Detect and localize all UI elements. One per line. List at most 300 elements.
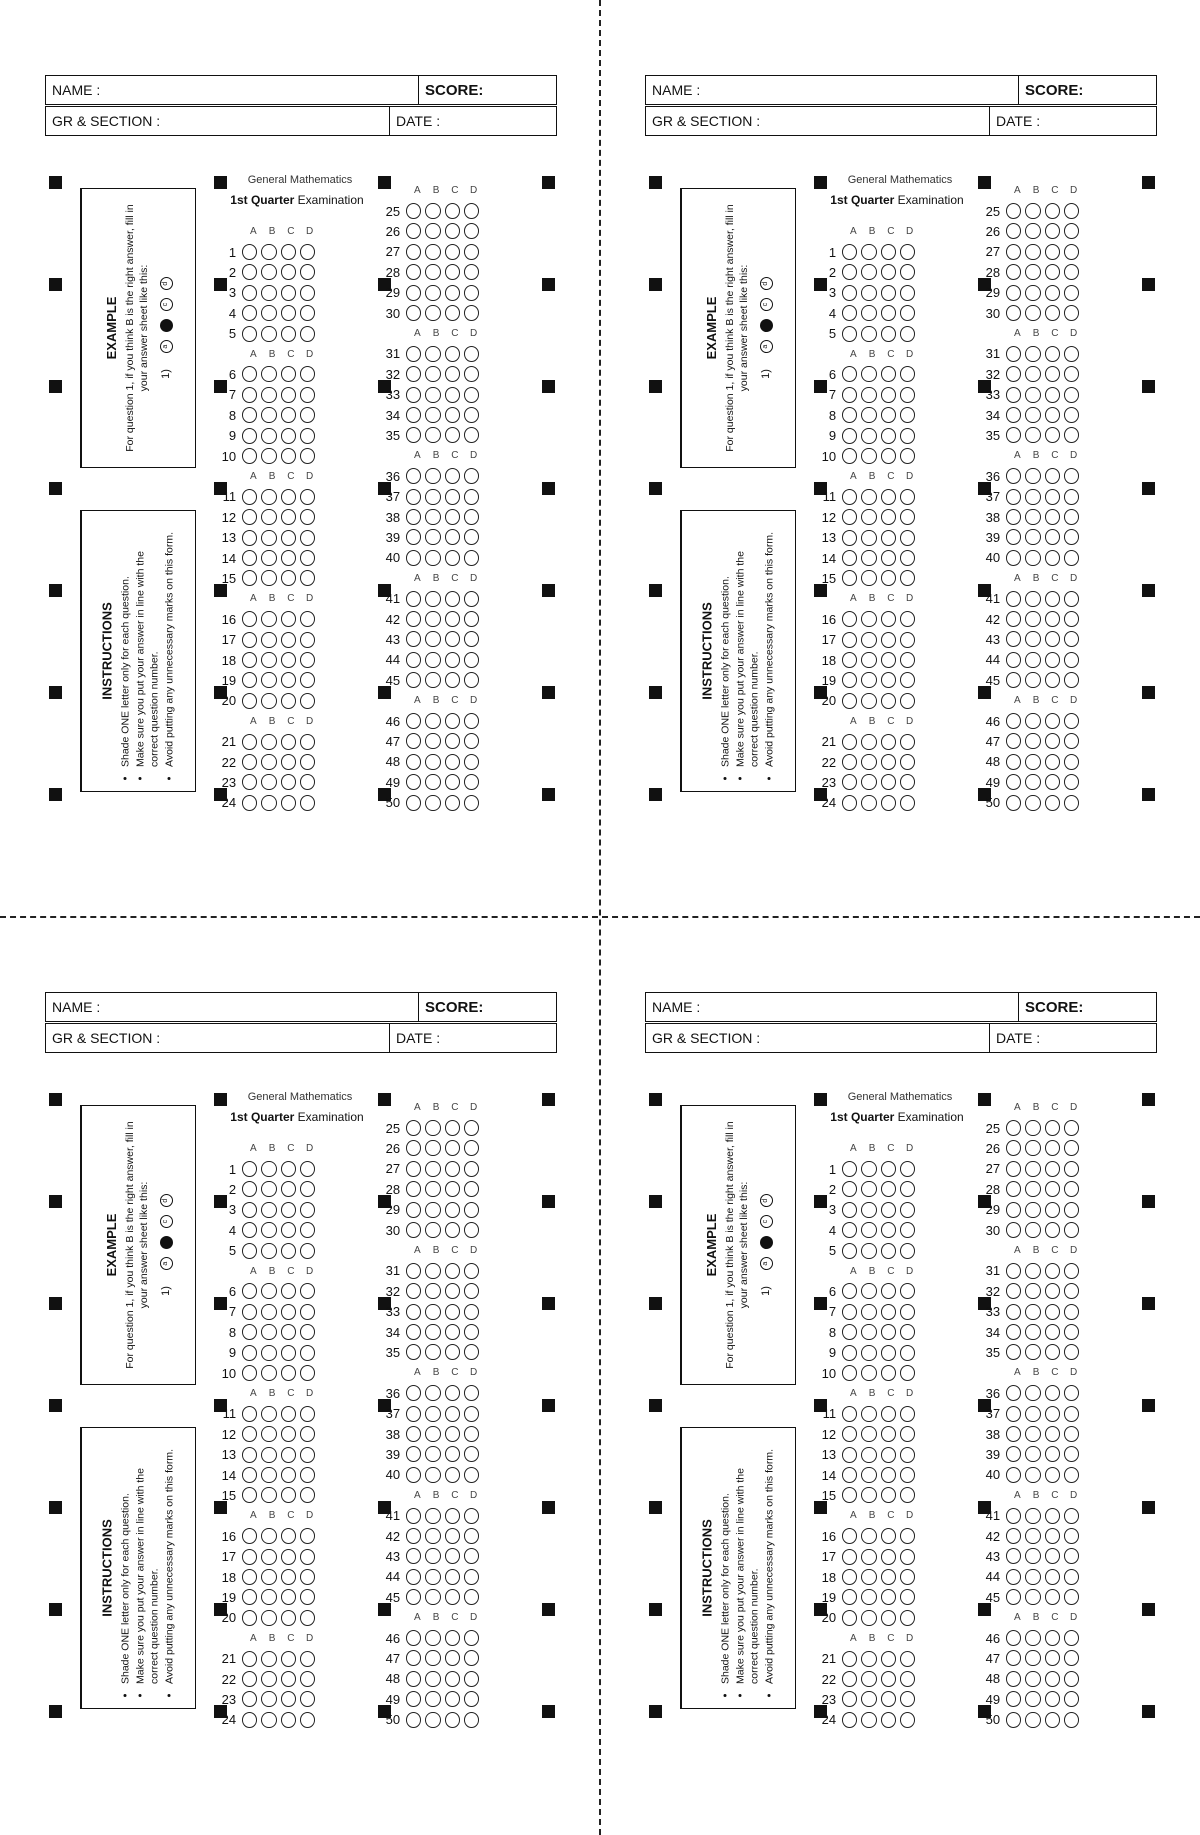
answer-bubble-b[interactable] bbox=[261, 1304, 276, 1320]
answer-bubble-c[interactable] bbox=[881, 1589, 896, 1605]
answer-bubble-a[interactable] bbox=[1006, 1140, 1021, 1156]
answer-bubble-b[interactable] bbox=[425, 754, 440, 770]
section-field[interactable]: GR & SECTION : bbox=[652, 113, 761, 129]
answer-bubble-a[interactable] bbox=[1006, 468, 1021, 484]
answer-bubble-a[interactable] bbox=[406, 1344, 421, 1360]
answer-bubble-c[interactable] bbox=[281, 1467, 296, 1483]
answer-bubble-d[interactable] bbox=[1064, 1263, 1079, 1279]
answer-bubble-a[interactable] bbox=[842, 1467, 857, 1483]
answer-bubble-b[interactable] bbox=[261, 1691, 276, 1707]
answer-bubble-b[interactable] bbox=[861, 1712, 876, 1728]
answer-bubble-c[interactable] bbox=[281, 1181, 296, 1197]
answer-bubble-c[interactable] bbox=[1045, 1528, 1060, 1544]
answer-bubble-c[interactable] bbox=[281, 1365, 296, 1381]
answer-bubble-a[interactable] bbox=[242, 1528, 257, 1544]
answer-bubble-b[interactable] bbox=[861, 611, 876, 627]
answer-bubble-a[interactable] bbox=[242, 1671, 257, 1687]
answer-bubble-a[interactable] bbox=[242, 244, 257, 260]
answer-bubble-c[interactable] bbox=[881, 550, 896, 566]
answer-bubble-c[interactable] bbox=[281, 1549, 296, 1565]
answer-bubble-d[interactable] bbox=[300, 795, 315, 811]
answer-bubble-c[interactable] bbox=[881, 693, 896, 709]
answer-bubble-a[interactable] bbox=[406, 631, 421, 647]
answer-bubble-c[interactable] bbox=[881, 734, 896, 750]
answer-bubble-c[interactable] bbox=[881, 1671, 896, 1687]
answer-bubble-c[interactable] bbox=[1045, 1161, 1060, 1177]
answer-bubble-a[interactable] bbox=[406, 1569, 421, 1585]
answer-bubble-a[interactable] bbox=[842, 1324, 857, 1340]
answer-bubble-b[interactable] bbox=[261, 1406, 276, 1422]
answer-bubble-d[interactable] bbox=[300, 1610, 315, 1626]
answer-bubble-b[interactable] bbox=[1025, 1671, 1040, 1687]
answer-bubble-b[interactable] bbox=[261, 366, 276, 382]
answer-bubble-a[interactable] bbox=[1006, 203, 1021, 219]
answer-bubble-d[interactable] bbox=[900, 1467, 915, 1483]
answer-bubble-a[interactable] bbox=[242, 693, 257, 709]
answer-bubble-b[interactable] bbox=[425, 1528, 440, 1544]
answer-bubble-d[interactable] bbox=[300, 1589, 315, 1605]
answer-bubble-d[interactable] bbox=[300, 1691, 315, 1707]
answer-bubble-d[interactable] bbox=[464, 1406, 479, 1422]
answer-bubble-b[interactable] bbox=[425, 346, 440, 362]
answer-bubble-a[interactable] bbox=[242, 672, 257, 688]
answer-bubble-d[interactable] bbox=[900, 1671, 915, 1687]
answer-bubble-b[interactable] bbox=[425, 1446, 440, 1462]
answer-bubble-a[interactable] bbox=[842, 326, 857, 342]
answer-bubble-c[interactable] bbox=[445, 427, 460, 443]
answer-bubble-a[interactable] bbox=[842, 774, 857, 790]
answer-bubble-d[interactable] bbox=[1064, 305, 1079, 321]
answer-bubble-b[interactable] bbox=[861, 1365, 876, 1381]
answer-bubble-d[interactable] bbox=[1064, 1446, 1079, 1462]
answer-bubble-a[interactable] bbox=[842, 1365, 857, 1381]
answer-bubble-d[interactable] bbox=[900, 1161, 915, 1177]
answer-bubble-c[interactable] bbox=[881, 1447, 896, 1463]
answer-bubble-c[interactable] bbox=[1045, 1140, 1060, 1156]
answer-bubble-b[interactable] bbox=[425, 1548, 440, 1564]
answer-bubble-c[interactable] bbox=[881, 795, 896, 811]
answer-bubble-b[interactable] bbox=[861, 387, 876, 403]
answer-bubble-b[interactable] bbox=[861, 672, 876, 688]
answer-bubble-a[interactable] bbox=[406, 468, 421, 484]
answer-bubble-c[interactable] bbox=[1045, 1181, 1060, 1197]
answer-bubble-b[interactable] bbox=[261, 530, 276, 546]
answer-bubble-a[interactable] bbox=[406, 223, 421, 239]
answer-bubble-c[interactable] bbox=[445, 1120, 460, 1136]
answer-bubble-a[interactable] bbox=[1006, 223, 1021, 239]
answer-bubble-c[interactable] bbox=[881, 387, 896, 403]
answer-bubble-d[interactable] bbox=[1064, 1712, 1079, 1728]
answer-bubble-c[interactable] bbox=[445, 203, 460, 219]
answer-bubble-a[interactable] bbox=[842, 1447, 857, 1463]
answer-bubble-a[interactable] bbox=[842, 570, 857, 586]
answer-bubble-c[interactable] bbox=[1045, 1446, 1060, 1462]
answer-bubble-b[interactable] bbox=[861, 1447, 876, 1463]
answer-bubble-d[interactable] bbox=[1064, 1344, 1079, 1360]
answer-bubble-d[interactable] bbox=[1064, 1528, 1079, 1544]
answer-bubble-b[interactable] bbox=[425, 1630, 440, 1646]
answer-bubble-a[interactable] bbox=[1006, 1548, 1021, 1564]
answer-bubble-b[interactable] bbox=[861, 448, 876, 464]
answer-bubble-c[interactable] bbox=[445, 1140, 460, 1156]
answer-bubble-d[interactable] bbox=[464, 346, 479, 362]
answer-bubble-b[interactable] bbox=[261, 1345, 276, 1361]
answer-bubble-b[interactable] bbox=[1025, 733, 1040, 749]
answer-bubble-d[interactable] bbox=[300, 264, 315, 280]
answer-bubble-c[interactable] bbox=[881, 1243, 896, 1259]
answer-bubble-c[interactable] bbox=[881, 1691, 896, 1707]
answer-bubble-c[interactable] bbox=[281, 428, 296, 444]
answer-bubble-b[interactable] bbox=[1025, 1528, 1040, 1544]
answer-bubble-a[interactable] bbox=[842, 1569, 857, 1585]
answer-bubble-c[interactable] bbox=[1045, 1120, 1060, 1136]
answer-bubble-c[interactable] bbox=[281, 1651, 296, 1667]
answer-bubble-a[interactable] bbox=[1006, 754, 1021, 770]
answer-bubble-a[interactable] bbox=[842, 387, 857, 403]
answer-bubble-b[interactable] bbox=[1025, 1508, 1040, 1524]
answer-bubble-b[interactable] bbox=[425, 1344, 440, 1360]
answer-bubble-c[interactable] bbox=[1045, 1691, 1060, 1707]
answer-bubble-a[interactable] bbox=[242, 1467, 257, 1483]
answer-bubble-b[interactable] bbox=[1025, 264, 1040, 280]
answer-bubble-c[interactable] bbox=[445, 1222, 460, 1238]
answer-bubble-b[interactable] bbox=[425, 1324, 440, 1340]
answer-bubble-d[interactable] bbox=[300, 407, 315, 423]
answer-bubble-a[interactable] bbox=[242, 448, 257, 464]
answer-bubble-b[interactable] bbox=[425, 1161, 440, 1177]
answer-bubble-c[interactable] bbox=[281, 326, 296, 342]
answer-bubble-b[interactable] bbox=[425, 407, 440, 423]
answer-bubble-c[interactable] bbox=[445, 489, 460, 505]
answer-bubble-d[interactable] bbox=[464, 713, 479, 729]
answer-bubble-c[interactable] bbox=[281, 1304, 296, 1320]
answer-bubble-a[interactable] bbox=[406, 529, 421, 545]
answer-bubble-c[interactable] bbox=[881, 652, 896, 668]
answer-bubble-d[interactable] bbox=[1064, 203, 1079, 219]
answer-bubble-b[interactable] bbox=[861, 428, 876, 444]
answer-bubble-a[interactable] bbox=[1006, 611, 1021, 627]
answer-bubble-b[interactable] bbox=[861, 1243, 876, 1259]
answer-bubble-c[interactable] bbox=[1045, 631, 1060, 647]
answer-bubble-d[interactable] bbox=[300, 1202, 315, 1218]
answer-bubble-b[interactable] bbox=[1025, 223, 1040, 239]
answer-bubble-a[interactable] bbox=[1006, 1630, 1021, 1646]
answer-bubble-d[interactable] bbox=[900, 1549, 915, 1565]
answer-bubble-a[interactable] bbox=[1006, 387, 1021, 403]
answer-bubble-b[interactable] bbox=[1025, 305, 1040, 321]
answer-bubble-d[interactable] bbox=[300, 509, 315, 525]
answer-bubble-c[interactable] bbox=[281, 1161, 296, 1177]
answer-bubble-c[interactable] bbox=[881, 1467, 896, 1483]
answer-bubble-c[interactable] bbox=[445, 795, 460, 811]
answer-bubble-a[interactable] bbox=[406, 652, 421, 668]
section-field[interactable]: GR & SECTION : bbox=[52, 1030, 161, 1046]
answer-bubble-c[interactable] bbox=[445, 1508, 460, 1524]
answer-bubble-c[interactable] bbox=[881, 632, 896, 648]
answer-bubble-b[interactable] bbox=[425, 733, 440, 749]
answer-bubble-d[interactable] bbox=[464, 733, 479, 749]
answer-bubble-a[interactable] bbox=[842, 448, 857, 464]
answer-bubble-c[interactable] bbox=[1045, 1222, 1060, 1238]
answer-bubble-c[interactable] bbox=[1045, 795, 1060, 811]
answer-bubble-c[interactable] bbox=[1045, 1589, 1060, 1605]
answer-bubble-a[interactable] bbox=[242, 1365, 257, 1381]
answer-bubble-a[interactable] bbox=[842, 244, 857, 260]
answer-bubble-a[interactable] bbox=[242, 1222, 257, 1238]
answer-bubble-d[interactable] bbox=[464, 1467, 479, 1483]
answer-bubble-b[interactable] bbox=[1025, 611, 1040, 627]
answer-bubble-b[interactable] bbox=[861, 1324, 876, 1340]
answer-bubble-b[interactable] bbox=[425, 1691, 440, 1707]
answer-bubble-a[interactable] bbox=[406, 1120, 421, 1136]
answer-bubble-b[interactable] bbox=[861, 1181, 876, 1197]
answer-bubble-d[interactable] bbox=[1064, 1120, 1079, 1136]
answer-bubble-d[interactable] bbox=[300, 1528, 315, 1544]
answer-bubble-c[interactable] bbox=[1045, 1548, 1060, 1564]
answer-bubble-d[interactable] bbox=[300, 1222, 315, 1238]
answer-bubble-b[interactable] bbox=[861, 1651, 876, 1667]
answer-bubble-b[interactable] bbox=[1025, 1202, 1040, 1218]
answer-bubble-d[interactable] bbox=[300, 448, 315, 464]
answer-bubble-c[interactable] bbox=[281, 1691, 296, 1707]
answer-bubble-d[interactable] bbox=[464, 550, 479, 566]
answer-bubble-b[interactable] bbox=[1025, 550, 1040, 566]
answer-bubble-b[interactable] bbox=[1025, 1569, 1040, 1585]
answer-bubble-d[interactable] bbox=[464, 1344, 479, 1360]
answer-bubble-c[interactable] bbox=[445, 1548, 460, 1564]
answer-bubble-d[interactable] bbox=[1064, 1324, 1079, 1340]
answer-bubble-c[interactable] bbox=[281, 1610, 296, 1626]
answer-bubble-d[interactable] bbox=[900, 530, 915, 546]
answer-bubble-b[interactable] bbox=[1025, 1650, 1040, 1666]
answer-bubble-b[interactable] bbox=[425, 1304, 440, 1320]
answer-bubble-a[interactable] bbox=[242, 285, 257, 301]
answer-bubble-d[interactable] bbox=[1064, 223, 1079, 239]
answer-bubble-d[interactable] bbox=[464, 1263, 479, 1279]
answer-bubble-a[interactable] bbox=[1006, 244, 1021, 260]
answer-bubble-a[interactable] bbox=[242, 1712, 257, 1728]
answer-bubble-d[interactable] bbox=[1064, 1140, 1079, 1156]
answer-bubble-c[interactable] bbox=[881, 1712, 896, 1728]
score-field[interactable]: SCORE: bbox=[1018, 993, 1158, 1021]
answer-bubble-d[interactable] bbox=[464, 264, 479, 280]
answer-bubble-c[interactable] bbox=[281, 366, 296, 382]
answer-bubble-b[interactable] bbox=[261, 754, 276, 770]
answer-bubble-a[interactable] bbox=[406, 509, 421, 525]
answer-bubble-b[interactable] bbox=[261, 1222, 276, 1238]
answer-bubble-b[interactable] bbox=[1025, 1120, 1040, 1136]
answer-bubble-b[interactable] bbox=[861, 754, 876, 770]
answer-bubble-c[interactable] bbox=[281, 407, 296, 423]
answer-bubble-a[interactable] bbox=[406, 1222, 421, 1238]
answer-bubble-b[interactable] bbox=[861, 1610, 876, 1626]
answer-bubble-c[interactable] bbox=[1045, 1344, 1060, 1360]
answer-bubble-a[interactable] bbox=[842, 1426, 857, 1442]
answer-bubble-d[interactable] bbox=[300, 734, 315, 750]
score-field[interactable]: SCORE: bbox=[418, 993, 558, 1021]
answer-bubble-d[interactable] bbox=[900, 1651, 915, 1667]
answer-bubble-c[interactable] bbox=[445, 407, 460, 423]
answer-bubble-a[interactable] bbox=[842, 509, 857, 525]
answer-bubble-c[interactable] bbox=[445, 1671, 460, 1687]
answer-bubble-d[interactable] bbox=[1064, 1650, 1079, 1666]
answer-bubble-d[interactable] bbox=[464, 1222, 479, 1238]
answer-bubble-d[interactable] bbox=[900, 387, 915, 403]
answer-bubble-d[interactable] bbox=[900, 1365, 915, 1381]
answer-bubble-b[interactable] bbox=[261, 326, 276, 342]
answer-bubble-c[interactable] bbox=[445, 631, 460, 647]
answer-bubble-d[interactable] bbox=[464, 1426, 479, 1442]
answer-bubble-b[interactable] bbox=[1025, 1263, 1040, 1279]
answer-bubble-b[interactable] bbox=[1025, 468, 1040, 484]
answer-bubble-d[interactable] bbox=[1064, 1222, 1079, 1238]
answer-bubble-b[interactable] bbox=[861, 652, 876, 668]
answer-bubble-a[interactable] bbox=[406, 1324, 421, 1340]
answer-bubble-b[interactable] bbox=[861, 1304, 876, 1320]
answer-bubble-d[interactable] bbox=[300, 1283, 315, 1299]
answer-bubble-c[interactable] bbox=[881, 1528, 896, 1544]
answer-bubble-c[interactable] bbox=[881, 285, 896, 301]
answer-bubble-d[interactable] bbox=[464, 387, 479, 403]
answer-bubble-a[interactable] bbox=[842, 550, 857, 566]
answer-bubble-d[interactable] bbox=[900, 1569, 915, 1585]
answer-bubble-b[interactable] bbox=[1025, 203, 1040, 219]
answer-bubble-c[interactable] bbox=[281, 1283, 296, 1299]
answer-bubble-c[interactable] bbox=[1045, 305, 1060, 321]
answer-bubble-b[interactable] bbox=[861, 693, 876, 709]
answer-bubble-a[interactable] bbox=[242, 509, 257, 525]
answer-bubble-d[interactable] bbox=[900, 774, 915, 790]
answer-bubble-b[interactable] bbox=[1025, 1630, 1040, 1646]
answer-bubble-c[interactable] bbox=[445, 550, 460, 566]
answer-bubble-b[interactable] bbox=[1025, 1406, 1040, 1422]
answer-bubble-b[interactable] bbox=[425, 529, 440, 545]
answer-bubble-b[interactable] bbox=[1025, 1344, 1040, 1360]
answer-bubble-d[interactable] bbox=[1064, 1508, 1079, 1524]
answer-bubble-a[interactable] bbox=[242, 1181, 257, 1197]
answer-bubble-c[interactable] bbox=[281, 672, 296, 688]
answer-bubble-a[interactable] bbox=[1006, 1181, 1021, 1197]
answer-bubble-a[interactable] bbox=[1006, 1528, 1021, 1544]
answer-bubble-b[interactable] bbox=[261, 1243, 276, 1259]
answer-bubble-d[interactable] bbox=[464, 489, 479, 505]
answer-bubble-b[interactable] bbox=[425, 713, 440, 729]
answer-bubble-a[interactable] bbox=[1006, 591, 1021, 607]
answer-bubble-b[interactable] bbox=[261, 1467, 276, 1483]
answer-bubble-a[interactable] bbox=[406, 1181, 421, 1197]
answer-bubble-a[interactable] bbox=[842, 1712, 857, 1728]
answer-bubble-c[interactable] bbox=[881, 326, 896, 342]
answer-bubble-b[interactable] bbox=[425, 1569, 440, 1585]
answer-bubble-a[interactable] bbox=[406, 1528, 421, 1544]
answer-bubble-a[interactable] bbox=[406, 1712, 421, 1728]
answer-bubble-d[interactable] bbox=[1064, 1304, 1079, 1320]
answer-bubble-c[interactable] bbox=[1045, 346, 1060, 362]
answer-bubble-c[interactable] bbox=[445, 1650, 460, 1666]
answer-bubble-a[interactable] bbox=[406, 203, 421, 219]
answer-bubble-a[interactable] bbox=[242, 1651, 257, 1667]
answer-bubble-b[interactable] bbox=[425, 672, 440, 688]
answer-bubble-c[interactable] bbox=[1045, 672, 1060, 688]
answer-bubble-d[interactable] bbox=[900, 285, 915, 301]
answer-bubble-d[interactable] bbox=[1064, 795, 1079, 811]
answer-bubble-d[interactable] bbox=[464, 427, 479, 443]
answer-bubble-a[interactable] bbox=[406, 346, 421, 362]
answer-bubble-d[interactable] bbox=[464, 529, 479, 545]
answer-bubble-b[interactable] bbox=[861, 305, 876, 321]
answer-bubble-c[interactable] bbox=[445, 1528, 460, 1544]
answer-bubble-b[interactable] bbox=[261, 570, 276, 586]
answer-bubble-c[interactable] bbox=[281, 734, 296, 750]
answer-bubble-d[interactable] bbox=[900, 1304, 915, 1320]
answer-bubble-a[interactable] bbox=[1006, 1283, 1021, 1299]
answer-bubble-c[interactable] bbox=[281, 1345, 296, 1361]
date-field[interactable]: DATE : bbox=[989, 107, 1158, 135]
answer-bubble-b[interactable] bbox=[1025, 1589, 1040, 1605]
answer-bubble-a[interactable] bbox=[242, 530, 257, 546]
answer-bubble-a[interactable] bbox=[242, 550, 257, 566]
answer-bubble-a[interactable] bbox=[242, 611, 257, 627]
section-field[interactable]: GR & SECTION : bbox=[652, 1030, 761, 1046]
answer-bubble-c[interactable] bbox=[1045, 366, 1060, 382]
answer-bubble-c[interactable] bbox=[445, 509, 460, 525]
answer-bubble-d[interactable] bbox=[900, 1406, 915, 1422]
answer-bubble-d[interactable] bbox=[300, 632, 315, 648]
answer-bubble-b[interactable] bbox=[425, 427, 440, 443]
answer-bubble-b[interactable] bbox=[861, 407, 876, 423]
answer-bubble-b[interactable] bbox=[261, 1161, 276, 1177]
answer-bubble-d[interactable] bbox=[900, 305, 915, 321]
answer-bubble-d[interactable] bbox=[464, 754, 479, 770]
answer-bubble-d[interactable] bbox=[300, 754, 315, 770]
answer-bubble-c[interactable] bbox=[281, 632, 296, 648]
answer-bubble-d[interactable] bbox=[300, 1345, 315, 1361]
answer-bubble-b[interactable] bbox=[425, 305, 440, 321]
answer-bubble-a[interactable] bbox=[1006, 652, 1021, 668]
answer-bubble-b[interactable] bbox=[261, 652, 276, 668]
answer-bubble-b[interactable] bbox=[1025, 1385, 1040, 1401]
answer-bubble-b[interactable] bbox=[261, 264, 276, 280]
answer-bubble-a[interactable] bbox=[1006, 305, 1021, 321]
answer-bubble-c[interactable] bbox=[1045, 264, 1060, 280]
answer-bubble-b[interactable] bbox=[1025, 285, 1040, 301]
answer-bubble-a[interactable] bbox=[242, 774, 257, 790]
answer-bubble-b[interactable] bbox=[425, 1202, 440, 1218]
answer-bubble-d[interactable] bbox=[1064, 366, 1079, 382]
answer-bubble-a[interactable] bbox=[406, 407, 421, 423]
answer-bubble-a[interactable] bbox=[1006, 1161, 1021, 1177]
answer-bubble-d[interactable] bbox=[900, 1181, 915, 1197]
answer-bubble-d[interactable] bbox=[1064, 1630, 1079, 1646]
answer-bubble-d[interactable] bbox=[300, 774, 315, 790]
answer-bubble-c[interactable] bbox=[881, 530, 896, 546]
answer-bubble-d[interactable] bbox=[464, 1508, 479, 1524]
answer-bubble-d[interactable] bbox=[464, 223, 479, 239]
answer-bubble-d[interactable] bbox=[1064, 1589, 1079, 1605]
answer-bubble-d[interactable] bbox=[1064, 733, 1079, 749]
answer-bubble-b[interactable] bbox=[1025, 774, 1040, 790]
answer-bubble-c[interactable] bbox=[445, 1630, 460, 1646]
answer-bubble-a[interactable] bbox=[1006, 285, 1021, 301]
answer-bubble-b[interactable] bbox=[861, 285, 876, 301]
answer-bubble-a[interactable] bbox=[242, 632, 257, 648]
answer-bubble-c[interactable] bbox=[281, 570, 296, 586]
answer-bubble-b[interactable] bbox=[261, 1651, 276, 1667]
answer-bubble-d[interactable] bbox=[900, 448, 915, 464]
answer-bubble-d[interactable] bbox=[900, 1528, 915, 1544]
answer-bubble-c[interactable] bbox=[281, 1671, 296, 1687]
answer-bubble-d[interactable] bbox=[1064, 529, 1079, 545]
